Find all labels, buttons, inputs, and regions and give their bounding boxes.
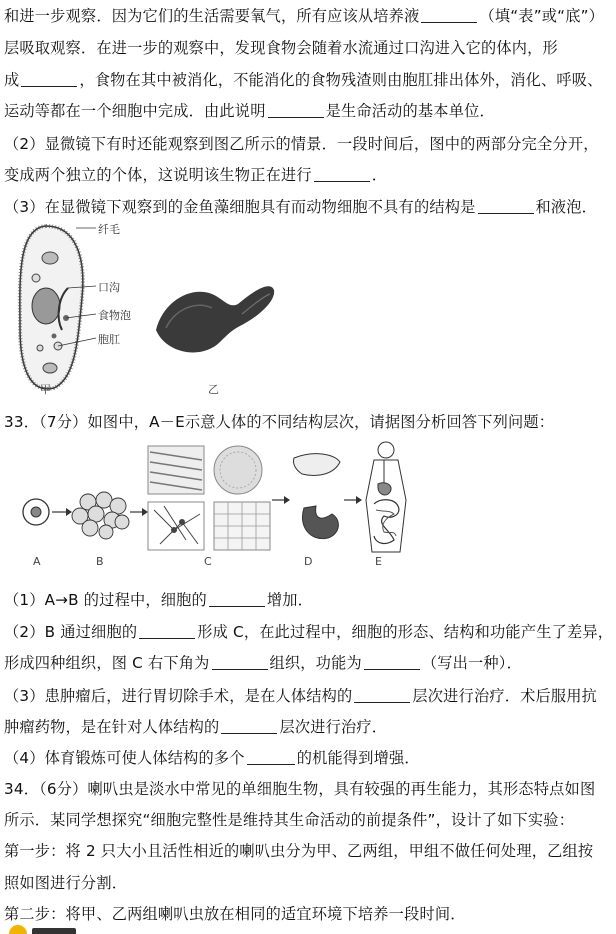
caption-jia: 甲 [40,383,51,396]
answer-blank[interactable] [268,103,324,118]
q33-part-3: （3）患肿瘤后，进行胃切除手术，是在人体结构的 层次进行治疗．术后服用抗 [4,687,598,705]
label-anal-pore: 胞肛 [98,333,120,346]
answer-blank[interactable] [247,750,295,765]
paramecium-figure [6,218,276,398]
text-line-7: （3）在显微镜下观察到的金鱼藻细胞具有而动物细胞不具有的结构是 和液泡． [4,198,598,216]
question-34-line-1: 34．（6分）喇叭虫是淡水中常见的单细胞生物，具有较强的再生能力，其形态特点如图 [4,780,596,798]
question-34-line-2: 所示．某同学想探究“细胞完整性是维持其生命活动的前提条件”，设计了如下实验： [4,811,575,829]
question-33: 33．（7分）如图中，A－E示意人体的不同结构层次，请据图分析回答下列问题： [4,413,555,431]
q33-part-3-cont: 肿瘤药物，是在针对人体结构的 层次进行治疗． [4,718,388,736]
caption-yi: 乙 [208,383,219,396]
answer-blank[interactable] [354,688,410,703]
question-34-line-3: 第一步：将 2 只大小且活性相近的喇叭虫分为甲、乙两组，甲组不做任何处理，乙组按 [4,842,594,860]
caption-e: E [375,555,382,568]
paramecium-drawing [20,226,83,389]
label-cilia: 纤毛 [98,223,120,236]
cell-a [23,499,49,525]
structure-levels-figure [14,440,424,560]
question-34-line-4: 照如图进行分割． [4,874,128,892]
text-line-1: 和进一步观察．因为它们的生活需要氧气，所有应该从培养液 （填“表”或“底”） [4,7,605,25]
q33-part-2: （2）B 通过细胞的 形成 C，在此过程中，细胞的形态、结构和功能产生了差异， [4,623,614,641]
organs-d [293,454,340,539]
cell-cluster-b [72,492,129,539]
human-system-e [366,442,406,552]
q33-part-1: （1）A→B 的过程中，细胞的 增加． [4,591,314,609]
text-line-3: 成 ，食物在其中被消化，不能消化的食物残渣则由胞肛排出体外，消化、呼吸、 [4,71,603,89]
answer-blank[interactable] [212,655,268,670]
watermark-logo [4,920,84,934]
question-34-line-5: 第二步：将甲、乙两组喇叭虫放在相同的适宜环境下培养一段时间． [4,905,466,923]
label-food-vacuole: 食物泡 [98,309,131,322]
text-line-6: 变成两个独立的个体，这说明该生物正在进行 ． [4,166,388,184]
answer-blank[interactable] [139,624,195,639]
label-oral-groove: 口沟 [98,281,120,294]
text-line-2: 层吸取观察．在进一步的观察中，发现食物会随着水流通过口沟进入它的体内，形 [4,39,558,57]
answer-blank[interactable] [209,592,265,607]
answer-blank[interactable] [478,199,534,214]
dividing-cell-photo [156,286,274,352]
caption-d: D [304,555,313,568]
q33-part-2-cont: 形成四种组织，图 C 右下角为 组织，功能为 （写出一种）． [4,654,522,672]
answer-blank[interactable] [221,719,277,734]
q33-part-4: （4）体育锻炼可使人体结构的多个 的机能得到增强． [4,749,420,767]
answer-blank[interactable] [421,8,477,23]
text-line-4: 运动等都在一个细胞中完成．由此说明 是生命活动的基本单位． [4,102,495,120]
answer-blank[interactable] [364,655,420,670]
text-line-5: （2）显微镜下有时还能观察到图乙所示的情景．一段时间后，图中的两部分完全分开， [4,135,599,153]
caption-c: C [204,555,212,568]
tissues-c [148,446,270,550]
caption-b: B [96,555,104,568]
answer-blank[interactable] [314,167,370,182]
answer-blank[interactable] [21,72,77,87]
caption-a: A [33,555,41,568]
